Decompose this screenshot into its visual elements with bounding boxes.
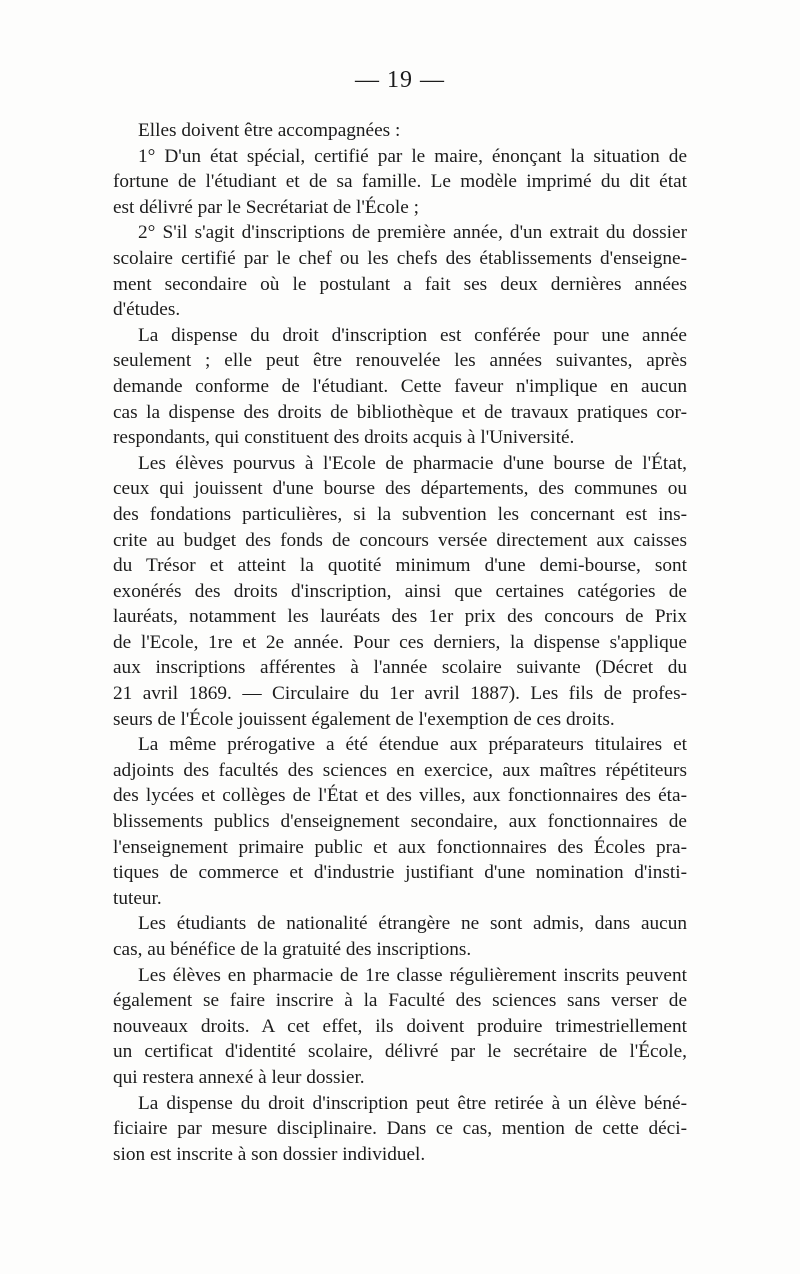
paragraph xyxy=(113,451,687,733)
text-line: aux inscriptions afférentes à l'année scolaire suivante (Décret du xyxy=(113,657,687,679)
text-line: cas, au bénéfice de la gratuité des inscriptions. xyxy=(113,939,472,960)
text-line: cas la dispense des droits de bibliothèque et de travaux pratiques cor- xyxy=(113,401,687,423)
text-line: ment secondaire où le postulant a fait ses deux dernières années xyxy=(113,273,687,295)
text-line: sion est inscrite à son dossier individuel. xyxy=(113,1143,426,1165)
text-line: Les étudiants de nationalité étrangère ne sont admis, dans aucun xyxy=(138,913,687,935)
paragraph xyxy=(113,732,687,911)
text-line: est délivré par le Secrétariat de l'École ; xyxy=(113,196,419,218)
text-line: ficiaire par mesure disciplinaire. Dans ce cas, mention de cette déci- xyxy=(113,1118,687,1140)
text-line: crite au budget des fonds de concours versée directement aux caisses xyxy=(113,529,687,551)
text-line: du Trésor et atteint la quotité minimum d'une demi-bourse, sont xyxy=(113,555,687,577)
text-line: des fondations particulières, si la subvention les concernant est ins- xyxy=(113,503,687,525)
text-line: tuteur. xyxy=(113,887,162,909)
paragraph xyxy=(113,1091,687,1168)
text-line: adjoints des facultés des sciences en exercice, aux maîtres répétiteurs xyxy=(113,759,687,781)
text-line: Les élèves pourvus à l'Ecole de pharmacie d'une bourse de l'État, xyxy=(138,452,687,474)
text-line: un certificat d'identité scolaire, délivré par le secrétaire de l'École, xyxy=(113,1041,687,1063)
paragraph xyxy=(113,911,687,962)
text-line: ceux qui jouissent d'une bourse des départements, des communes ou xyxy=(113,478,687,500)
text-line: lauréats, notamment les lauréats des 1er prix des concours de Prix xyxy=(113,606,687,628)
text-line: exonérés des droits d'inscription, ainsi que certaines catégories de xyxy=(113,580,687,602)
page-number: — 19 — xyxy=(355,67,445,93)
paragraph xyxy=(113,323,687,451)
paragraph xyxy=(113,220,687,322)
paragraph xyxy=(113,144,687,221)
body-text xyxy=(113,118,687,1167)
text-line: La même prérogative a été étendue aux préparateurs titulaires et xyxy=(138,734,687,756)
text-line: scolaire certifié par le chef ou les chefs des établissements d'enseigne- xyxy=(113,247,687,269)
text-line: d'études. xyxy=(113,299,181,321)
text-line: seurs de l'École jouissent également de l'exemption de ces droits. xyxy=(113,708,615,730)
text-line: qui restera annexé à leur dossier. xyxy=(113,1066,365,1088)
text-line: nouveaux droits. A cet effet, ils doivent produire trimestriellement xyxy=(113,1015,687,1037)
paragraph xyxy=(113,118,687,144)
text-line: 1° D'un état spécial, certifié par le maire, énonçant la situation de xyxy=(138,145,687,167)
text-line: tiques de commerce et d'industrie justifiant d'une nomination d'insti- xyxy=(113,862,687,884)
text-line: fortune de l'étudiant et de sa famille. Le modèle imprimé du dit état xyxy=(113,171,687,193)
text-line: blissements publics d'enseignement secondaire, aux fonctionnaires de xyxy=(113,811,687,833)
text-line: 2° S'il s'agit d'inscriptions de première année, d'un extrait du dossier xyxy=(138,222,687,244)
text-line: respondants, qui constituent des droits acquis à l'Université. xyxy=(113,427,575,449)
text-line: Les élèves en pharmacie de 1re classe régulièrement inscrits peuvent xyxy=(138,964,687,986)
text-line: l'enseignement primaire public et aux fonctionnaires des Écoles pra- xyxy=(113,836,687,858)
text-line: demande conforme de l'étudiant. Cette faveur n'implique en aucun xyxy=(113,375,687,397)
text-line: Elles doivent être accompagnées : xyxy=(138,120,401,141)
text-line: également se faire inscrire à la Faculté des sciences sans verser de xyxy=(113,990,687,1012)
text-line: La dispense du droit d'inscription peut être retirée à un élève béné- xyxy=(138,1092,687,1114)
text-line: seulement ; elle peut être renouvelée les années suivantes, après xyxy=(113,350,687,372)
paragraph xyxy=(113,963,687,1091)
text-line: 21 avril 1869. — Circulaire du 1er avril 1887). Les fils de profes- xyxy=(113,683,687,705)
text-line: de l'Ecole, 1re et 2e année. Pour ces derniers, la dispense s'applique xyxy=(113,631,687,653)
text-line: des lycées et collèges de l'État et des villes, aux fonctionnaires des éta- xyxy=(113,785,687,807)
text-line: La dispense du droit d'inscription est conférée pour une année xyxy=(138,324,687,346)
